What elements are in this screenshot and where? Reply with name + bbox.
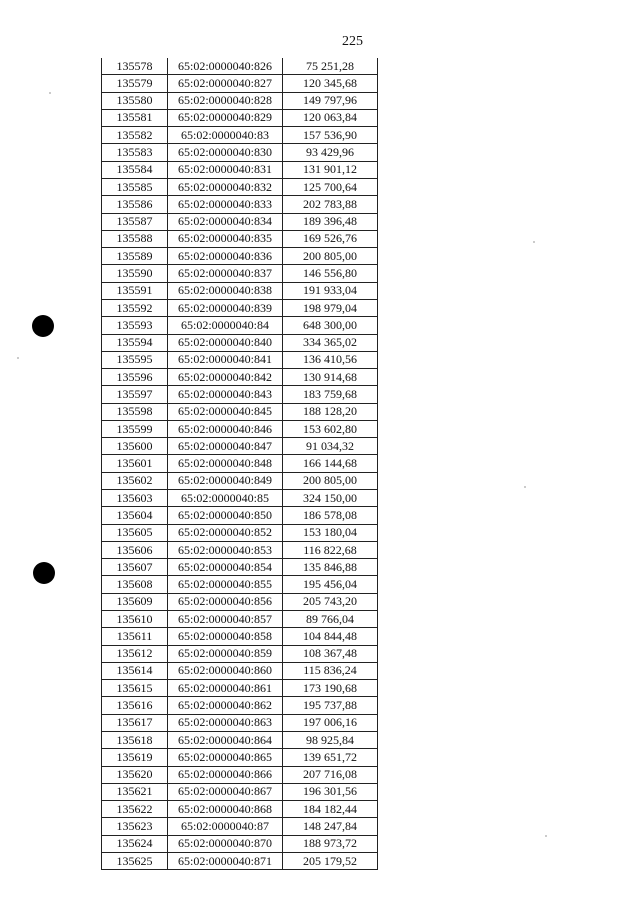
- table-row: [102, 299, 378, 316]
- cadastral-number-cell: 65:02:0000040:84: [168, 317, 283, 334]
- cadastral-number-cell: 65:02:0000040:843: [168, 386, 283, 403]
- cadastral-number-cell: 65:02:0000040:87: [168, 818, 283, 835]
- scan-speck: [545, 835, 547, 837]
- cadastral-value-cell: 125 700,64: [283, 178, 378, 195]
- cadastral-number-cell: 65:02:0000040:846: [168, 420, 283, 437]
- row-number-cell: 135620: [102, 766, 168, 783]
- row-number-cell: 135608: [102, 576, 168, 593]
- cadastral-value-cell: 195 737,88: [283, 697, 378, 714]
- cadastral-number-cell: 65:02:0000040:871: [168, 852, 283, 869]
- row-number-cell: 135605: [102, 524, 168, 541]
- cadastral-value-cell: 196 301,56: [283, 783, 378, 800]
- table-row: [102, 749, 378, 766]
- table-row: [102, 559, 378, 576]
- cadastral-number-cell: 65:02:0000040:848: [168, 455, 283, 472]
- table-row: [102, 282, 378, 299]
- table-row: [102, 852, 378, 869]
- cadastral-value-cell: 202 783,88: [283, 196, 378, 213]
- row-number-cell: 135604: [102, 507, 168, 524]
- page-number: 225: [342, 34, 363, 49]
- cadastral-value-cell: 93 429,96: [283, 144, 378, 161]
- row-number-cell: 135607: [102, 559, 168, 576]
- cadastral-value-cell: 205 179,52: [283, 852, 378, 869]
- table-row: [102, 714, 378, 731]
- row-number-cell: 135596: [102, 369, 168, 386]
- cadastral-value-cell: 146 556,80: [283, 265, 378, 282]
- cadastral-value-cell: 136 410,56: [283, 351, 378, 368]
- cadastral-value-cell: 188 128,20: [283, 403, 378, 420]
- table-row: [102, 369, 378, 386]
- row-number-cell: 135579: [102, 75, 168, 92]
- table-body: [102, 58, 378, 870]
- row-number-cell: 135592: [102, 299, 168, 316]
- cadastral-number-cell: 65:02:0000040:838: [168, 282, 283, 299]
- scan-speck: [533, 241, 535, 243]
- cadastral-value-cell: 169 526,76: [283, 230, 378, 247]
- table-row: [102, 680, 378, 697]
- table-row: [102, 144, 378, 161]
- row-number-cell: 135582: [102, 127, 168, 144]
- row-number-cell: 135588: [102, 230, 168, 247]
- cadastral-number-cell: 65:02:0000040:868: [168, 801, 283, 818]
- cadastral-number-cell: 65:02:0000040:867: [168, 783, 283, 800]
- row-number-cell: 135597: [102, 386, 168, 403]
- cadastral-value-cell: 153 602,80: [283, 420, 378, 437]
- table-row: [102, 438, 378, 455]
- cadastral-number-cell: 65:02:0000040:827: [168, 75, 283, 92]
- cadastral-value-cell: 191 933,04: [283, 282, 378, 299]
- cadastral-value-cell: 198 979,04: [283, 299, 378, 316]
- cadastral-number-cell: 65:02:0000040:856: [168, 593, 283, 610]
- cadastral-value-cell: 205 743,20: [283, 593, 378, 610]
- cadastral-number-cell: 65:02:0000040:830: [168, 144, 283, 161]
- cadastral-number-cell: 65:02:0000040:832: [168, 178, 283, 195]
- row-number-cell: 135583: [102, 144, 168, 161]
- row-number-cell: 135617: [102, 714, 168, 731]
- row-number-cell: 135624: [102, 835, 168, 852]
- table-row: [102, 662, 378, 679]
- row-number-cell: 135590: [102, 265, 168, 282]
- table-row: [102, 248, 378, 265]
- table-row: [102, 731, 378, 748]
- cadastral-number-cell: 65:02:0000040:858: [168, 628, 283, 645]
- cadastral-value-cell: 104 844,48: [283, 628, 378, 645]
- cadastral-number-cell: 65:02:0000040:855: [168, 576, 283, 593]
- cadastral-number-cell: 65:02:0000040:860: [168, 662, 283, 679]
- table-row: [102, 593, 378, 610]
- table-row: [102, 455, 378, 472]
- row-number-cell: 135623: [102, 818, 168, 835]
- table-row: [102, 161, 378, 178]
- cadastral-value-cell: 197 006,16: [283, 714, 378, 731]
- cadastral-value-cell: 200 805,00: [283, 472, 378, 489]
- cadastral-number-cell: 65:02:0000040:857: [168, 611, 283, 628]
- cadastral-number-cell: 65:02:0000040:850: [168, 507, 283, 524]
- cadastral-number-cell: 65:02:0000040:854: [168, 559, 283, 576]
- row-number-cell: 135603: [102, 490, 168, 507]
- table-row: [102, 351, 378, 368]
- row-number-cell: 135611: [102, 628, 168, 645]
- row-number-cell: 135586: [102, 196, 168, 213]
- table-row: [102, 818, 378, 835]
- cadastral-number-cell: 65:02:0000040:826: [168, 58, 283, 75]
- cadastral-number-cell: 65:02:0000040:845: [168, 403, 283, 420]
- table-row: [102, 109, 378, 126]
- cadastral-number-cell: 65:02:0000040:861: [168, 680, 283, 697]
- cadastral-value-cell: 149 797,96: [283, 92, 378, 109]
- cadastral-value-cell: 120 063,84: [283, 109, 378, 126]
- cadastral-value-cell: 98 925,84: [283, 731, 378, 748]
- row-number-cell: 135591: [102, 282, 168, 299]
- cadastral-number-cell: 65:02:0000040:836: [168, 248, 283, 265]
- cadastral-number-cell: 65:02:0000040:835: [168, 230, 283, 247]
- row-number-cell: 135598: [102, 403, 168, 420]
- cadastral-value-cell: 186 578,08: [283, 507, 378, 524]
- cadastral-value-cell: 188 973,72: [283, 835, 378, 852]
- row-number-cell: 135593: [102, 317, 168, 334]
- table-row: [102, 628, 378, 645]
- row-number-cell: 135609: [102, 593, 168, 610]
- table-row: [102, 58, 378, 75]
- cadastral-number-cell: 65:02:0000040:865: [168, 749, 283, 766]
- cadastral-value-cell: 130 914,68: [283, 369, 378, 386]
- row-number-cell: 135589: [102, 248, 168, 265]
- row-number-cell: 135612: [102, 645, 168, 662]
- scan-speck: [49, 92, 51, 94]
- cadastral-number-cell: 65:02:0000040:834: [168, 213, 283, 230]
- table-row: [102, 801, 378, 818]
- row-number-cell: 135595: [102, 351, 168, 368]
- row-number-cell: 135610: [102, 611, 168, 628]
- cadastral-value-cell: 157 536,90: [283, 127, 378, 144]
- row-number-cell: 135619: [102, 749, 168, 766]
- binder-hole: [33, 562, 55, 584]
- cadastral-number-cell: 65:02:0000040:831: [168, 161, 283, 178]
- cadastral-number-cell: 65:02:0000040:849: [168, 472, 283, 489]
- cadastral-value-cell: 207 716,08: [283, 766, 378, 783]
- cadastral-value-cell: 108 367,48: [283, 645, 378, 662]
- cadastral-value-cell: 116 822,68: [283, 541, 378, 558]
- table-row: [102, 576, 378, 593]
- cadastral-value-cell: 131 901,12: [283, 161, 378, 178]
- cadastral-number-cell: 65:02:0000040:841: [168, 351, 283, 368]
- cadastral-number-cell: 65:02:0000040:847: [168, 438, 283, 455]
- table-row: [102, 403, 378, 420]
- table-row: [102, 334, 378, 351]
- row-number-cell: 135606: [102, 541, 168, 558]
- cadastral-value-cell: 189 396,48: [283, 213, 378, 230]
- cadastral-number-cell: 65:02:0000040:85: [168, 490, 283, 507]
- cadastral-number-cell: 65:02:0000040:83: [168, 127, 283, 144]
- table-row: [102, 178, 378, 195]
- row-number-cell: 135616: [102, 697, 168, 714]
- cadastral-number-cell: 65:02:0000040:833: [168, 196, 283, 213]
- table-row: [102, 507, 378, 524]
- cadastral-value-cell: 324 150,00: [283, 490, 378, 507]
- table-row: [102, 524, 378, 541]
- table-row: [102, 213, 378, 230]
- cadastral-number-cell: 65:02:0000040:859: [168, 645, 283, 662]
- row-number-cell: 135614: [102, 662, 168, 679]
- cadastral-value-cell: 648 300,00: [283, 317, 378, 334]
- cadastral-number-cell: 65:02:0000040:862: [168, 697, 283, 714]
- row-number-cell: 135580: [102, 92, 168, 109]
- scan-speck: [524, 486, 526, 488]
- cadastral-value-cell: 153 180,04: [283, 524, 378, 541]
- row-number-cell: 135600: [102, 438, 168, 455]
- cadastral-value-cell: 91 034,32: [283, 438, 378, 455]
- cadastral-value-cell: 200 805,00: [283, 248, 378, 265]
- table-row: [102, 611, 378, 628]
- cadastral-number-cell: 65:02:0000040:842: [168, 369, 283, 386]
- table-row: [102, 783, 378, 800]
- cadastral-value-cell: 139 651,72: [283, 749, 378, 766]
- cadastral-number-cell: 65:02:0000040:852: [168, 524, 283, 541]
- cadastral-value-cell: 195 456,04: [283, 576, 378, 593]
- row-number-cell: 135599: [102, 420, 168, 437]
- table-row: [102, 645, 378, 662]
- cadastral-number-cell: 65:02:0000040:863: [168, 714, 283, 731]
- table-row: [102, 541, 378, 558]
- cadastral-value-cell: 135 846,88: [283, 559, 378, 576]
- cadastral-value-cell: 166 144,68: [283, 455, 378, 472]
- table-row: [102, 127, 378, 144]
- cadastral-number-cell: 65:02:0000040:829: [168, 109, 283, 126]
- row-number-cell: 135622: [102, 801, 168, 818]
- table-row: [102, 317, 378, 334]
- binder-hole: [32, 315, 54, 337]
- row-number-cell: 135625: [102, 852, 168, 869]
- table-row: [102, 230, 378, 247]
- row-number-cell: 135601: [102, 455, 168, 472]
- row-number-cell: 135581: [102, 109, 168, 126]
- cadastral-value-cell: 184 182,44: [283, 801, 378, 818]
- row-number-cell: 135594: [102, 334, 168, 351]
- table-row: [102, 196, 378, 213]
- cadastral-value-cell: 75 251,28: [283, 58, 378, 75]
- row-number-cell: 135578: [102, 58, 168, 75]
- cadastral-number-cell: 65:02:0000040:840: [168, 334, 283, 351]
- cadastral-number-cell: 65:02:0000040:828: [168, 92, 283, 109]
- cadastral-number-cell: 65:02:0000040:839: [168, 299, 283, 316]
- row-number-cell: 135618: [102, 731, 168, 748]
- row-number-cell: 135615: [102, 680, 168, 697]
- cadastral-value-cell: 120 345,68: [283, 75, 378, 92]
- cadastral-number-cell: 65:02:0000040:870: [168, 835, 283, 852]
- row-number-cell: 135602: [102, 472, 168, 489]
- cadastral-value-cell: 183 759,68: [283, 386, 378, 403]
- row-number-cell: 135621: [102, 783, 168, 800]
- table-row: [102, 472, 378, 489]
- table-row: [102, 92, 378, 109]
- cadastral-value-cell: 115 836,24: [283, 662, 378, 679]
- row-number-cell: 135584: [102, 161, 168, 178]
- row-number-cell: 135585: [102, 178, 168, 195]
- cadastral-value-cell: 89 766,04: [283, 611, 378, 628]
- table-row: [102, 766, 378, 783]
- table-row: [102, 490, 378, 507]
- row-number-cell: 135587: [102, 213, 168, 230]
- table-row: [102, 420, 378, 437]
- cadastral-value-cell: 173 190,68: [283, 680, 378, 697]
- table-row: [102, 265, 378, 282]
- cadastral-value-cell: 148 247,84: [283, 818, 378, 835]
- cadastral-number-cell: 65:02:0000040:837: [168, 265, 283, 282]
- cadastral-value-table: [101, 58, 378, 870]
- cadastral-value-cell: 334 365,02: [283, 334, 378, 351]
- table-row: [102, 386, 378, 403]
- scan-speck: [17, 357, 19, 359]
- cadastral-number-cell: 65:02:0000040:864: [168, 731, 283, 748]
- table-row: [102, 75, 378, 92]
- table-row: [102, 835, 378, 852]
- cadastral-number-cell: 65:02:0000040:853: [168, 541, 283, 558]
- table-row: [102, 697, 378, 714]
- cadastral-number-cell: 65:02:0000040:866: [168, 766, 283, 783]
